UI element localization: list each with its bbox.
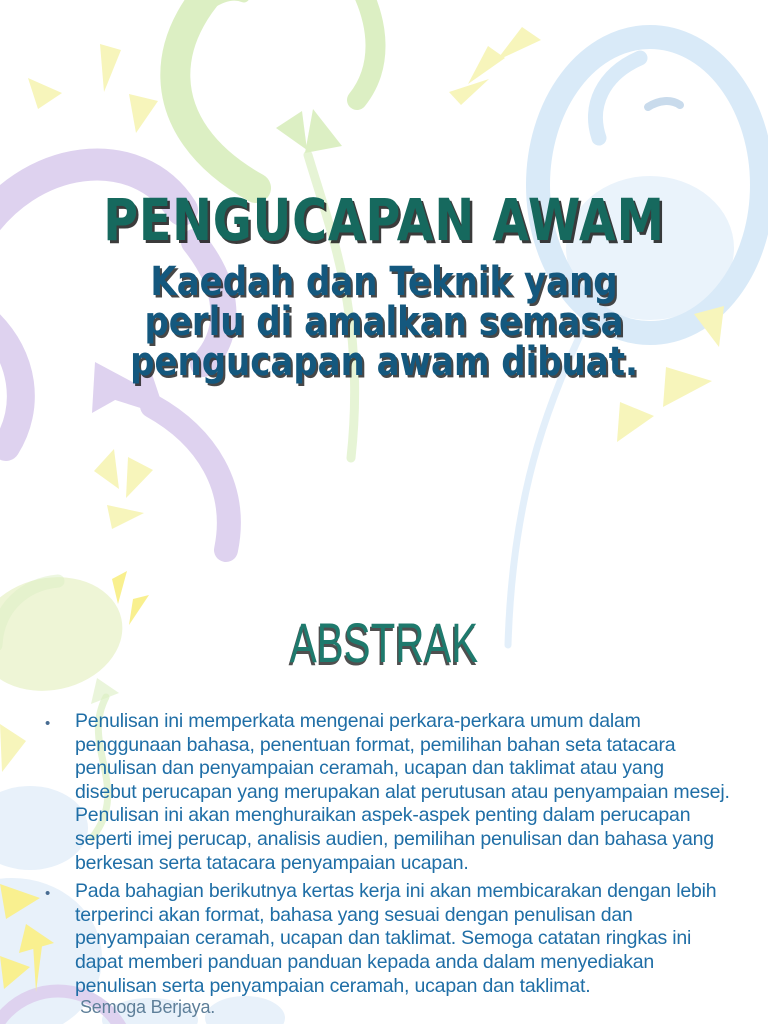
slide-title: PENGUCAPAN AWAM	[103, 186, 665, 254]
bullet-text: Penulisan ini memperkata mengenai perkara-perkara umum dalam penggunaan bahasa, penentuan format, pemilihan bahan seta tatacara penulisan dan penyampaian ceramah, ucapan dan taklimat atau yang disebut perucapan yang merupakan alat perutusan atau penyampaian mesej. Penulisan ini akan menghuraikan aspek-aspek penting dalam perucapan seperti imej perucap, analisis audien, pemilihan penulisan dan bahasa yang berkesan serta tatacara penyampaian ucapan.	[75, 710, 730, 874]
abstract-bullet-list	[38, 710, 730, 1003]
bullet-text: Pada bahagian berikutnya kertas kerja ini akan membicarakan dengan lebih terperinci akan format, bahasa yang sesuai dengan penulisan dan penyampaian ceramah, ucapan dan taklimat. Semoga catatan ringkas ini dapat memberi panduan panduan kepada anda dalam menyediakan penulisan serta penyampaian ceramah, ucapan dan taklimat.	[75, 880, 717, 997]
sparkle-top-left-icon	[28, 44, 158, 133]
subtitle-line: Kaedah dan Teknik yang	[150, 259, 618, 305]
slide-subtitle	[58, 259, 711, 385]
abstract-heading: ABSTRAK	[289, 611, 479, 674]
bullet-item	[38, 710, 730, 875]
bullet-marker-icon: •	[45, 715, 51, 732]
subtitle-line: pengucapan awam dibuat.	[130, 339, 638, 385]
subtitle-line: perlu di amalkan semasa	[144, 299, 624, 345]
bullet-marker-icon: •	[45, 885, 51, 903]
closing-text: Semoga Berjaya.	[80, 997, 216, 1017]
sparkle-top-center-icon	[449, 27, 541, 105]
bullet-item	[38, 880, 730, 998]
